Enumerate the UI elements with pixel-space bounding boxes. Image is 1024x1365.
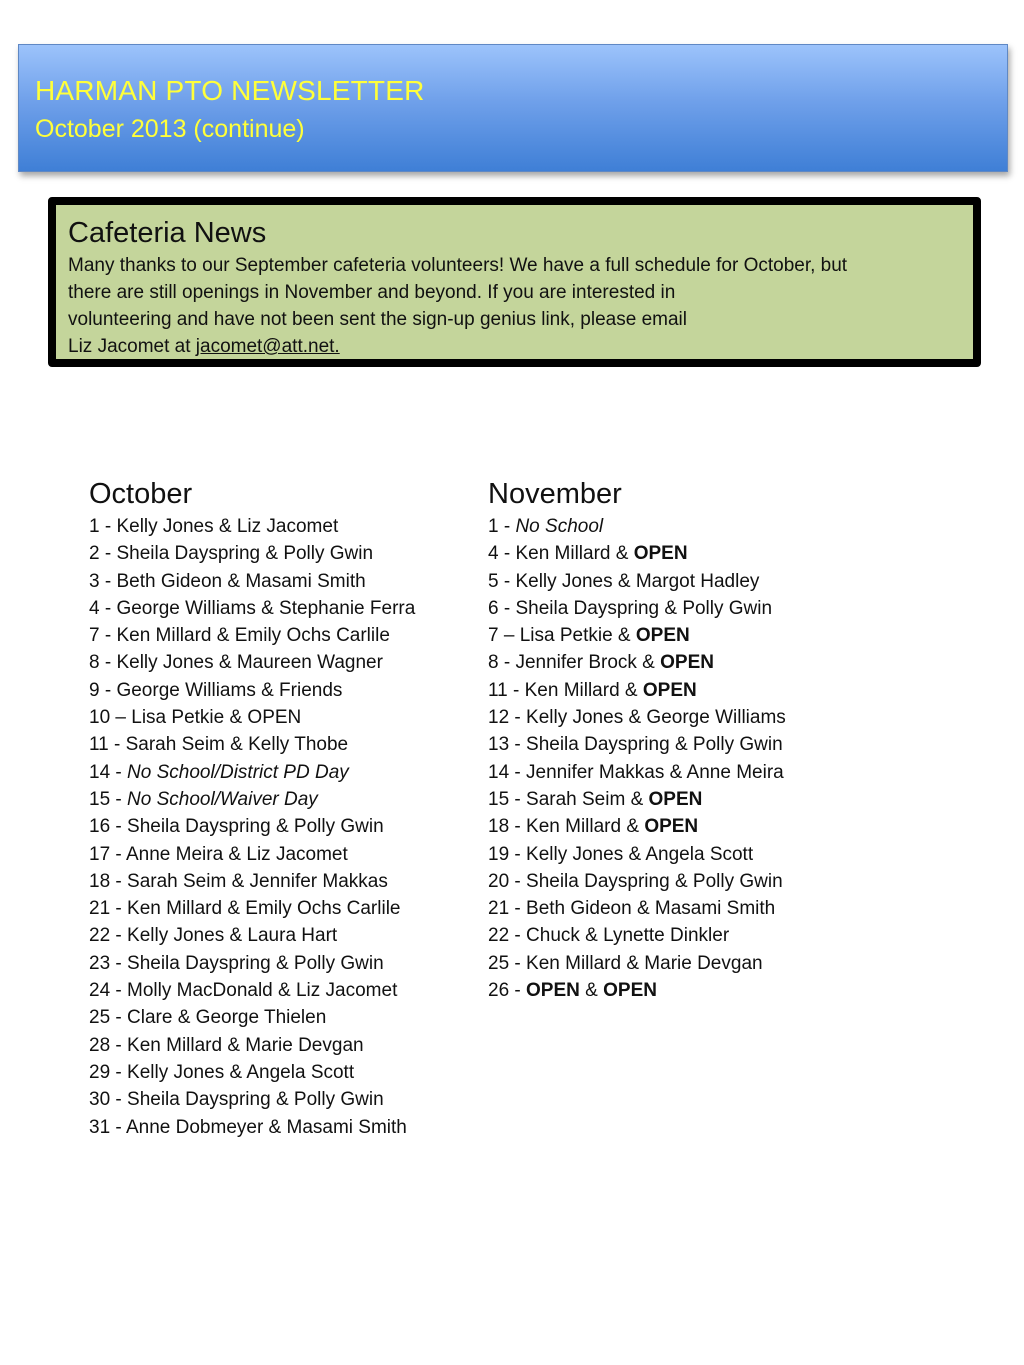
entry-text: Sheila Dayspring & Polly Gwin	[515, 597, 773, 619]
schedule-entry	[488, 677, 878, 704]
entry-text: Kelly Jones & Margot Hadley	[515, 570, 760, 592]
schedule-entry	[488, 841, 878, 868]
entry-text: Kelly Jones & Angela Scott	[526, 843, 754, 865]
schedule-entry	[89, 895, 479, 922]
entry-text: Chuck & Lynette Dinkler	[526, 925, 730, 947]
entry-bold2: OPEN	[603, 980, 657, 1002]
entry-prefix: 7 -	[89, 625, 117, 647]
entry-prefix: 18 -	[89, 870, 128, 892]
entry-prefix: 10 –	[89, 707, 132, 729]
schedule-entry	[488, 950, 878, 977]
schedule-entry	[89, 813, 479, 840]
entry-text: Ken Millard & Emily Ochs Carlile	[127, 898, 401, 920]
entry-prefix: 13 -	[488, 734, 527, 756]
schedule-entry	[89, 595, 479, 622]
november-entries	[488, 513, 878, 1004]
entry-prefix: 2 -	[89, 543, 117, 565]
entry-prefix: 12 -	[488, 707, 527, 729]
contact-prefix: Liz Jacomet at	[68, 336, 196, 357]
entry-text: Sheila Dayspring & Polly Gwin	[526, 870, 783, 892]
entry-text: Lisa Petkie & OPEN	[131, 707, 302, 729]
entry-prefix: 6 -	[488, 597, 516, 619]
entry-text: Ken Millard & Emily Ochs Carlile	[116, 625, 390, 647]
schedule-entry	[89, 868, 479, 895]
entry-prefix: 1 -	[89, 516, 117, 537]
cafeteria-news-line: volunteering and have not been sent the sign-up genius link, please email	[68, 309, 687, 330]
schedule-entry	[488, 704, 878, 731]
october-heading: October	[89, 478, 193, 510]
schedule-entry	[89, 568, 479, 595]
schedule-entry	[89, 677, 479, 704]
entry-prefix: 19 -	[488, 843, 527, 865]
entry-text: Anne Meira & Liz Jacomet	[125, 843, 348, 865]
entry-prefix: 3 -	[89, 570, 117, 592]
entry-text: Lisa Petkie &	[519, 625, 636, 647]
entry-text: Ken Millard &	[515, 543, 634, 565]
entry-text: Kelly Jones & Laura Hart	[127, 925, 338, 947]
entry-text: Kelly Jones & Angela Scott	[127, 1061, 355, 1083]
schedule-entry	[488, 649, 878, 676]
cafeteria-news-line: Many thanks to our September cafeteria volunteers! We have a full schedule for October, but	[68, 255, 848, 276]
entry-prefix: 23 -	[89, 952, 128, 974]
entry-italic: No School/Waiver Day	[127, 788, 318, 810]
entry-prefix: 25 -	[89, 1007, 128, 1029]
entry-text: Kelly Jones & Maureen Wagner	[116, 652, 383, 674]
schedule-entry	[89, 622, 479, 649]
entry-bold: OPEN	[644, 816, 699, 838]
entry-text: Beth Gideon & Masami Smith	[116, 570, 366, 592]
schedule-entry	[89, 513, 479, 540]
entry-prefix: 28 -	[89, 1034, 128, 1056]
entry-prefix: 15 -	[89, 788, 128, 810]
schedule-entry	[89, 1059, 479, 1086]
schedule-entry	[488, 513, 878, 540]
entry-prefix: 9 -	[89, 679, 117, 701]
entry-italic: No School/District PD Day	[127, 761, 349, 783]
entry-text: Kelly Jones & Liz Jacomet	[116, 516, 339, 537]
entry-prefix: 4 -	[488, 543, 516, 565]
entry-bold: OPEN	[660, 652, 714, 674]
entry-text: Sheila Dayspring & Polly Gwin	[127, 816, 384, 838]
entry-text: Sheila Dayspring & Polly Gwin	[116, 543, 374, 565]
entry-prefix: 29 -	[89, 1061, 128, 1083]
schedule-entry	[89, 540, 479, 567]
schedule-entry	[89, 1114, 479, 1141]
entry-prefix: 15 -	[488, 788, 527, 810]
schedule-entry	[89, 1032, 479, 1059]
schedule-entry	[89, 922, 479, 949]
schedule-entry	[488, 622, 878, 649]
entry-prefix: 8 -	[89, 652, 117, 674]
cafeteria-news-title: Cafeteria News	[68, 217, 267, 249]
entry-text: Ken Millard & Marie Devgan	[526, 952, 763, 974]
schedule-entry	[488, 731, 878, 758]
entry-prefix: 20 -	[488, 870, 527, 892]
entry-text: Beth Gideon & Masami Smith	[526, 898, 776, 920]
entry-prefix: 17 -	[89, 843, 126, 865]
november-heading: November	[488, 478, 622, 510]
entry-prefix: 21 -	[488, 898, 527, 920]
entry-prefix: 18 -	[488, 816, 527, 838]
entry-prefix: 22 -	[89, 925, 128, 947]
schedule-entry	[488, 786, 878, 813]
entry-text: Sheila Dayspring & Polly Gwin	[127, 1089, 384, 1111]
schedule-entry	[488, 759, 878, 786]
schedule-entry	[89, 649, 479, 676]
entry-text: George Williams & Friends	[116, 679, 343, 701]
entry-text: Ken Millard &	[524, 679, 643, 701]
schedule-entry	[488, 977, 878, 1004]
schedule-entry	[89, 1086, 479, 1113]
entry-prefix: 7 –	[488, 625, 520, 647]
entry-text: Anne Dobmeyer & Masami Smith	[125, 1116, 407, 1138]
cafeteria-news-box	[48, 197, 981, 367]
entry-text: Molly MacDonald & Liz Jacomet	[127, 980, 398, 1002]
entry-prefix: 11 -	[89, 734, 126, 756]
entry-text: Sarah Seim & Jennifer Makkas	[127, 870, 388, 892]
schedule-entry	[89, 731, 479, 758]
cafeteria-news-contact-line	[68, 333, 961, 360]
november-schedule	[488, 476, 878, 1004]
entry-text: George Williams & Stephanie Ferra	[116, 597, 416, 619]
entry-text: Sheila Dayspring & Polly Gwin	[127, 952, 384, 974]
entry-prefix: 8 -	[488, 652, 516, 674]
entry-bold: OPEN	[635, 625, 690, 647]
entry-bold: OPEN	[633, 543, 688, 565]
email-link[interactable]: jacomet@att.net.	[195, 336, 340, 357]
entry-text: Jennifer Brock &	[515, 652, 661, 674]
entry-text: Ken Millard & Marie Devgan	[127, 1034, 364, 1056]
schedule-entry	[89, 1004, 479, 1031]
newsletter-title: HARMAN PTO NEWSLETTER	[35, 75, 425, 106]
entry-prefix: 1 -	[488, 516, 516, 537]
entry-prefix: 16 -	[89, 816, 128, 838]
schedule-entry	[89, 950, 479, 977]
entry-bold: OPEN	[526, 980, 580, 1002]
schedule-entry	[488, 922, 878, 949]
entry-prefix: 31 -	[89, 1116, 126, 1138]
schedule-entry	[89, 704, 479, 731]
entry-prefix: 5 -	[488, 570, 516, 592]
entry-text: Sheila Dayspring & Polly Gwin	[526, 734, 783, 756]
newsletter-header	[18, 44, 1008, 172]
entry-prefix: 25 -	[488, 952, 527, 974]
entry-prefix: 11 -	[488, 679, 525, 701]
entry-prefix: 14 -	[89, 761, 128, 783]
entry-text: Sarah Seim & Kelly Thobe	[125, 734, 349, 756]
schedule-entry	[89, 786, 479, 813]
schedule-entry	[89, 759, 479, 786]
october-schedule	[89, 476, 479, 1141]
entry-prefix: 30 -	[89, 1089, 128, 1111]
cafeteria-news-line: there are still openings in November and beyond. If you are interested in	[68, 282, 676, 303]
entry-prefix: 22 -	[488, 925, 527, 947]
schedule-entry	[488, 895, 878, 922]
entry-prefix: 24 -	[89, 980, 128, 1002]
entry-text: Kelly Jones & George Williams	[526, 707, 786, 729]
entry-text: Jennifer Makkas & Anne Meira	[526, 761, 784, 783]
entry-italic: No School	[515, 516, 604, 537]
entry-bold: OPEN	[642, 679, 697, 701]
schedule-entry	[89, 841, 479, 868]
entry-text: Sarah Seim &	[526, 788, 649, 810]
schedule-entry	[488, 568, 878, 595]
entry-prefix: 26 -	[488, 980, 527, 1002]
schedule-entry	[488, 595, 878, 622]
schedule-entry	[89, 977, 479, 1004]
entry-text: Clare & George Thielen	[127, 1007, 327, 1029]
october-entries	[89, 513, 479, 1141]
schedule-entry	[488, 540, 878, 567]
entry-text2: &	[579, 980, 604, 1002]
newsletter-subtitle: October 2013 (continue)	[35, 115, 305, 143]
entry-text: Ken Millard &	[526, 816, 645, 838]
entry-prefix: 21 -	[89, 898, 128, 920]
schedule-entry	[488, 868, 878, 895]
schedule-entry	[488, 813, 878, 840]
entry-bold: OPEN	[648, 788, 703, 810]
entry-prefix: 14 -	[488, 761, 527, 783]
entry-prefix: 4 -	[89, 597, 117, 619]
